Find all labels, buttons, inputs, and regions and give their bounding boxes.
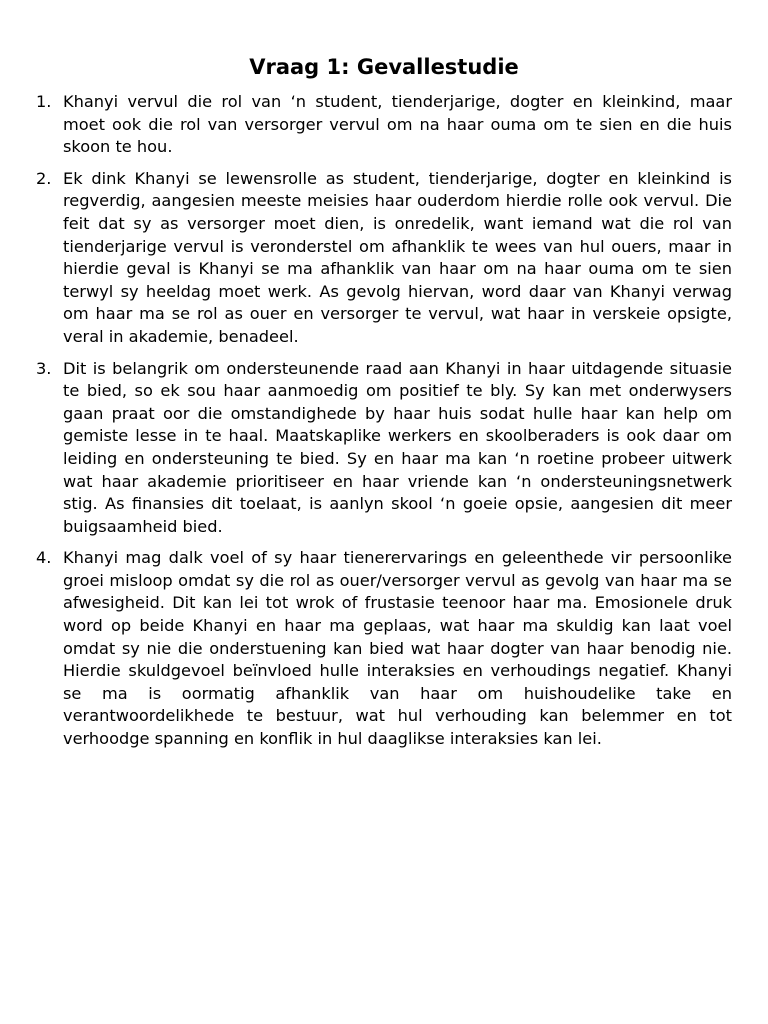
item-text: Khanyi vervul die rol van ‘n student, tienderjarige, dogter en kleinkind, maar moet ook die rol van versorger vervul om na haar ouma om te sien en die huis skoon te hou. <box>63 92 732 157</box>
item-number: 4. <box>36 548 52 568</box>
item-number: 2. <box>36 168 52 188</box>
page-title: Vraag 1: Gevallestudie <box>249 55 519 79</box>
answer-list <box>36 91 732 760</box>
item-number: 1. <box>36 92 52 111</box>
answer-item-2 <box>36 168 732 349</box>
answer-item-3 <box>36 358 732 539</box>
item-number: 3. <box>36 358 52 378</box>
item-text: Khanyi mag dalk voel of sy haar tienerervarings en geleenthede vir persoonlike groei misloop omdat sy die rol as ouer/versorger vervul as gevolg van haar ma se afwesigheid. Dit kan lei tot wrok of frustasie teenoor haar ma. Emosionele druk word op beide Khanyi en haar ma geplaas, wat haar ma skuldig kan laat voel omdat sy nie die onderstuening kan bied wat haar dogter van haar benodig nie. Hierdie skuldgevoel beïnvloed hulle interaksies en verhoudings negatief. Khanyi se ma is oormatig afhanklik van haar om huishoudelike take en verantwoordelikhede te bestuur, wat hul verhouding kan belemmer en tot verhoodge spanning en konflik in hul daaglikse interaksies kan lei. <box>63 548 732 749</box>
answer-item-1 <box>36 91 732 159</box>
item-text: Ek dink Khanyi se lewensrolle as student, tienderjarige, dogter en kleinkind is regverdig, aangesien meeste meisies haar ouderdom hierdie rolle ook vervul. Die feit dat sy as versorger moet dien, is onredelik, want iemand wat die rol van tienderjarige vervul is veronderstel om afhanklik te wees van hul ouers, maar in hierdie geval is Khanyi se ma afhanklik van haar om na haar ouma om te sien terwyl sy heeldag moet werk. As gevolg hiervan, word daar van Khanyi verwag om haar ma se rol as ouer en versorger te vervul, wat haar in verskeie opsigte, veral in akademie, benadeel. <box>63 168 732 346</box>
answer-item-4 <box>36 547 732 750</box>
item-text: Dit is belangrik om ondersteunende raad aan Khanyi in haar uitdagende situasie te bied, so ek sou haar aanmoedig om positief te bly. Sy kan met onderwysers gaan praat oor die omstandighede by haar huis sodat hulle haar kan help om gemiste lesse in te haal. Maatskaplike werkers en skoolberaders is ook daar om leiding en ondersteuning te bied. Sy en haar ma kan ‘n roetine probeer uitwerk wat haar akademie prioritiseer en haar vriende kan ‘n ondersteuningsnetwerk stig. As finansies dit toelaat, is aanlyn skool ‘n goeie opsie, aangesien dit meer buigsaamheid bied. <box>63 358 732 536</box>
